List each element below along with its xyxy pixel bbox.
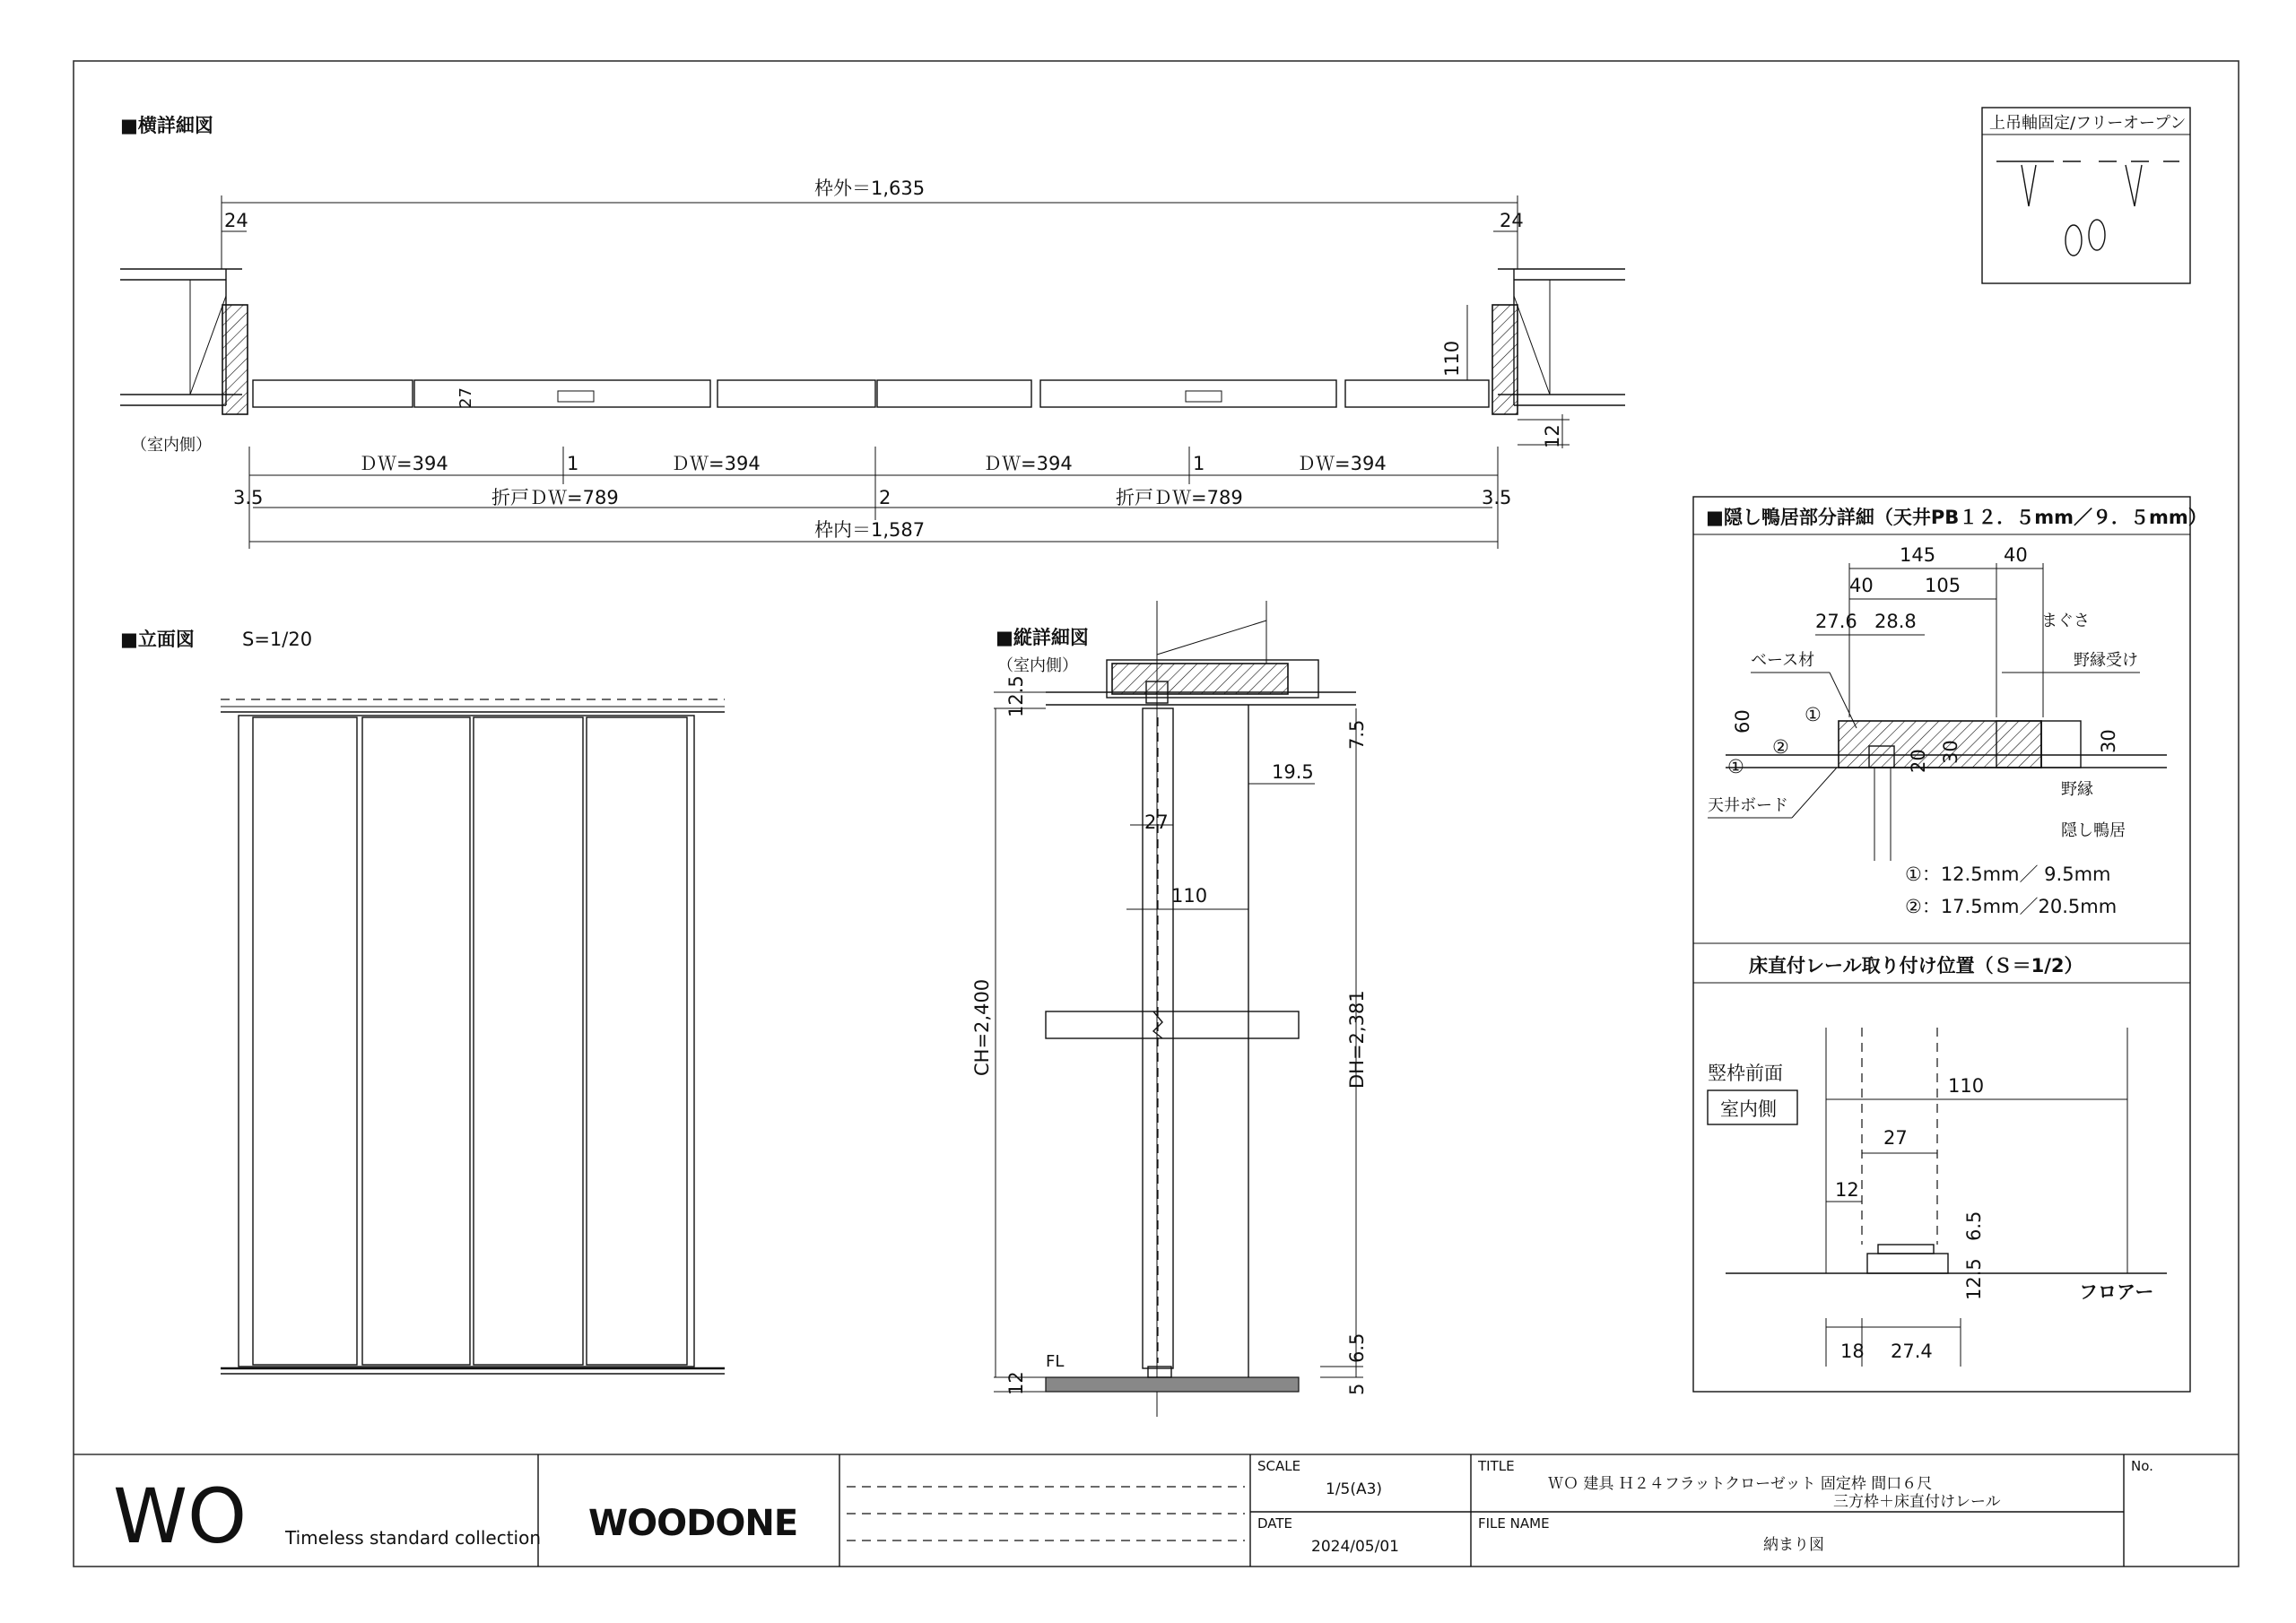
plan-gap-12: 12	[1542, 424, 1563, 448]
title-line-1: ＷＯ 建具 Ｈ２４フラットクローゼット 固定枠 間口６尺	[1548, 1475, 1933, 1493]
detail-dim-20: 20	[1908, 749, 1929, 773]
detail-dim-30a: 30	[1940, 740, 1961, 764]
plan-outer-width: 枠外＝1,635	[814, 178, 926, 199]
detail-noburi: 野縁	[2061, 780, 2093, 799]
section-dim-5: 5	[1346, 1383, 1368, 1395]
detail-dim-28-8: 28.8	[1874, 611, 1917, 632]
file-name: 納まり図	[1763, 1536, 1824, 1554]
section-dim-12: 12	[1005, 1371, 1027, 1395]
footprint-icon	[2066, 225, 2082, 256]
plan-left-3-5: 3.5	[233, 487, 264, 508]
plan-dw-4: ＤＷ=394	[1297, 453, 1387, 474]
rail-front: 竪枠前面	[1708, 1063, 1783, 1084]
plan-dw-1: ＤＷ=394	[359, 453, 448, 474]
plan-thickness-27: 27	[457, 387, 475, 408]
section-title: ■縦詳細図	[996, 627, 1089, 648]
section-fl: FL	[1046, 1352, 1065, 1371]
detail-note-1: ①：12.5mm／ 9.5mm	[1905, 864, 2111, 885]
date-value: 2024/05/01	[1311, 1538, 1399, 1556]
plan-dw-2: ＤＷ=394	[671, 453, 761, 474]
rail-dim-27: 27	[1883, 1127, 1908, 1149]
plan-gap-1b: 1	[1193, 453, 1205, 474]
detail-kakushi: 隠し鴨居	[2061, 821, 2126, 840]
detail-title: ■隠し鴨居部分詳細（天井PB１２．５mm／９．５mm）	[1706, 507, 2207, 528]
rail-side: 室内側	[1720, 1098, 1777, 1120]
scale-value: 1/5(A3)	[1326, 1480, 1383, 1498]
vertical-section-view	[971, 601, 1368, 1417]
plan-fold-dw-1: 折戸ＤＷ=789	[491, 487, 619, 508]
detail-dim-30b: 30	[2098, 729, 2119, 753]
rail-dim-18: 18	[1840, 1341, 1865, 1362]
scale-label: SCALE	[1257, 1458, 1301, 1474]
detail-note-2: ②：17.5mm／20.5mm	[1905, 896, 2118, 917]
elevation-title: ■立面図	[120, 629, 195, 650]
detail-tenjo: 天井ボード	[1708, 796, 1788, 815]
section-leaf-27: 27	[1144, 812, 1169, 833]
plan-right-24: 24	[1500, 210, 1524, 231]
detail-circle-1b: ①	[1805, 704, 1822, 725]
plan-mid-2: 2	[879, 487, 891, 508]
rail-floor: フロアー	[2079, 1281, 2154, 1303]
plan-depth-110: 110	[1441, 340, 1463, 377]
rail-dim-6-5: 6.5	[1963, 1211, 1985, 1241]
section-dim-12-5: 12.5	[1005, 675, 1027, 717]
detail-magusa: まぐさ	[2041, 612, 2090, 630]
section-dim-19-5: 19.5	[1272, 761, 1314, 783]
rail-dim-27-4: 27.4	[1891, 1341, 1933, 1362]
detail-dim-27-6: 27.6	[1815, 611, 1857, 632]
file-label: FILE NAME	[1478, 1515, 1550, 1532]
detail-dim-145: 145	[1900, 544, 1936, 566]
date-label: DATE	[1257, 1515, 1293, 1532]
rail-title: 床直付レール取り付け位置（Ｓ＝1/2）	[1749, 955, 2083, 976]
detail-panel	[1693, 497, 2207, 1392]
rail-dim-110: 110	[1948, 1075, 1985, 1097]
detail-noburiuke: 野縁受け	[2074, 651, 2138, 670]
detail-dim-60: 60	[1732, 709, 1753, 733]
title-line-2: 三方枠＋床直付けレール	[1833, 1493, 2001, 1511]
section-depth-110: 110	[1171, 885, 1208, 907]
section-dh: DH=2,381	[1346, 990, 1368, 1089]
section-dim-6-5: 6.5	[1346, 1332, 1368, 1363]
plan-right-3-5: 3.5	[1482, 487, 1512, 508]
plan-dw-3: ＤＷ=394	[983, 453, 1073, 474]
plan-fold-dw-2: 折戸ＤＷ=789	[1116, 487, 1243, 508]
elevation-view	[120, 629, 725, 1374]
plan-gap-1a: 1	[567, 453, 579, 474]
plan-inner-width: 枠内＝1,587	[814, 519, 926, 541]
rail-dim-12: 12	[1835, 1179, 1859, 1201]
elevation-scale: S=1/20	[242, 629, 313, 650]
detail-dim-40a: 40	[1849, 575, 1874, 596]
collection-name: Timeless standard collection	[285, 1527, 542, 1549]
detail-dim-105: 105	[1925, 575, 1961, 596]
plan-side-label: （室内側）	[131, 436, 212, 455]
section-dim-7-5: 7.5	[1346, 719, 1368, 750]
wo-logo: WO	[113, 1472, 248, 1560]
detail-dim-40b: 40	[2004, 544, 2028, 566]
plan-view	[120, 115, 1625, 549]
legend-box	[1982, 108, 2190, 283]
legend-title: 上吊軸固定/フリーオープン	[1989, 114, 2187, 133]
detail-base: ベース材	[1751, 651, 1815, 670]
plan-title: ■横詳細図	[120, 115, 213, 136]
rail-dim-12-5: 12.5	[1963, 1258, 1985, 1300]
title-label: TITLE	[1478, 1458, 1515, 1474]
plan-left-24: 24	[224, 210, 248, 231]
section-side-label: （室内側）	[997, 656, 1078, 675]
no-label: No.	[2131, 1458, 2153, 1474]
detail-circle-1a: ①	[1727, 756, 1744, 777]
detail-circle-2: ②	[1772, 736, 1789, 758]
section-ch: CH=2,400	[971, 978, 993, 1076]
title-block	[74, 1454, 2239, 1567]
brand-logo: WOODONE	[588, 1503, 798, 1544]
